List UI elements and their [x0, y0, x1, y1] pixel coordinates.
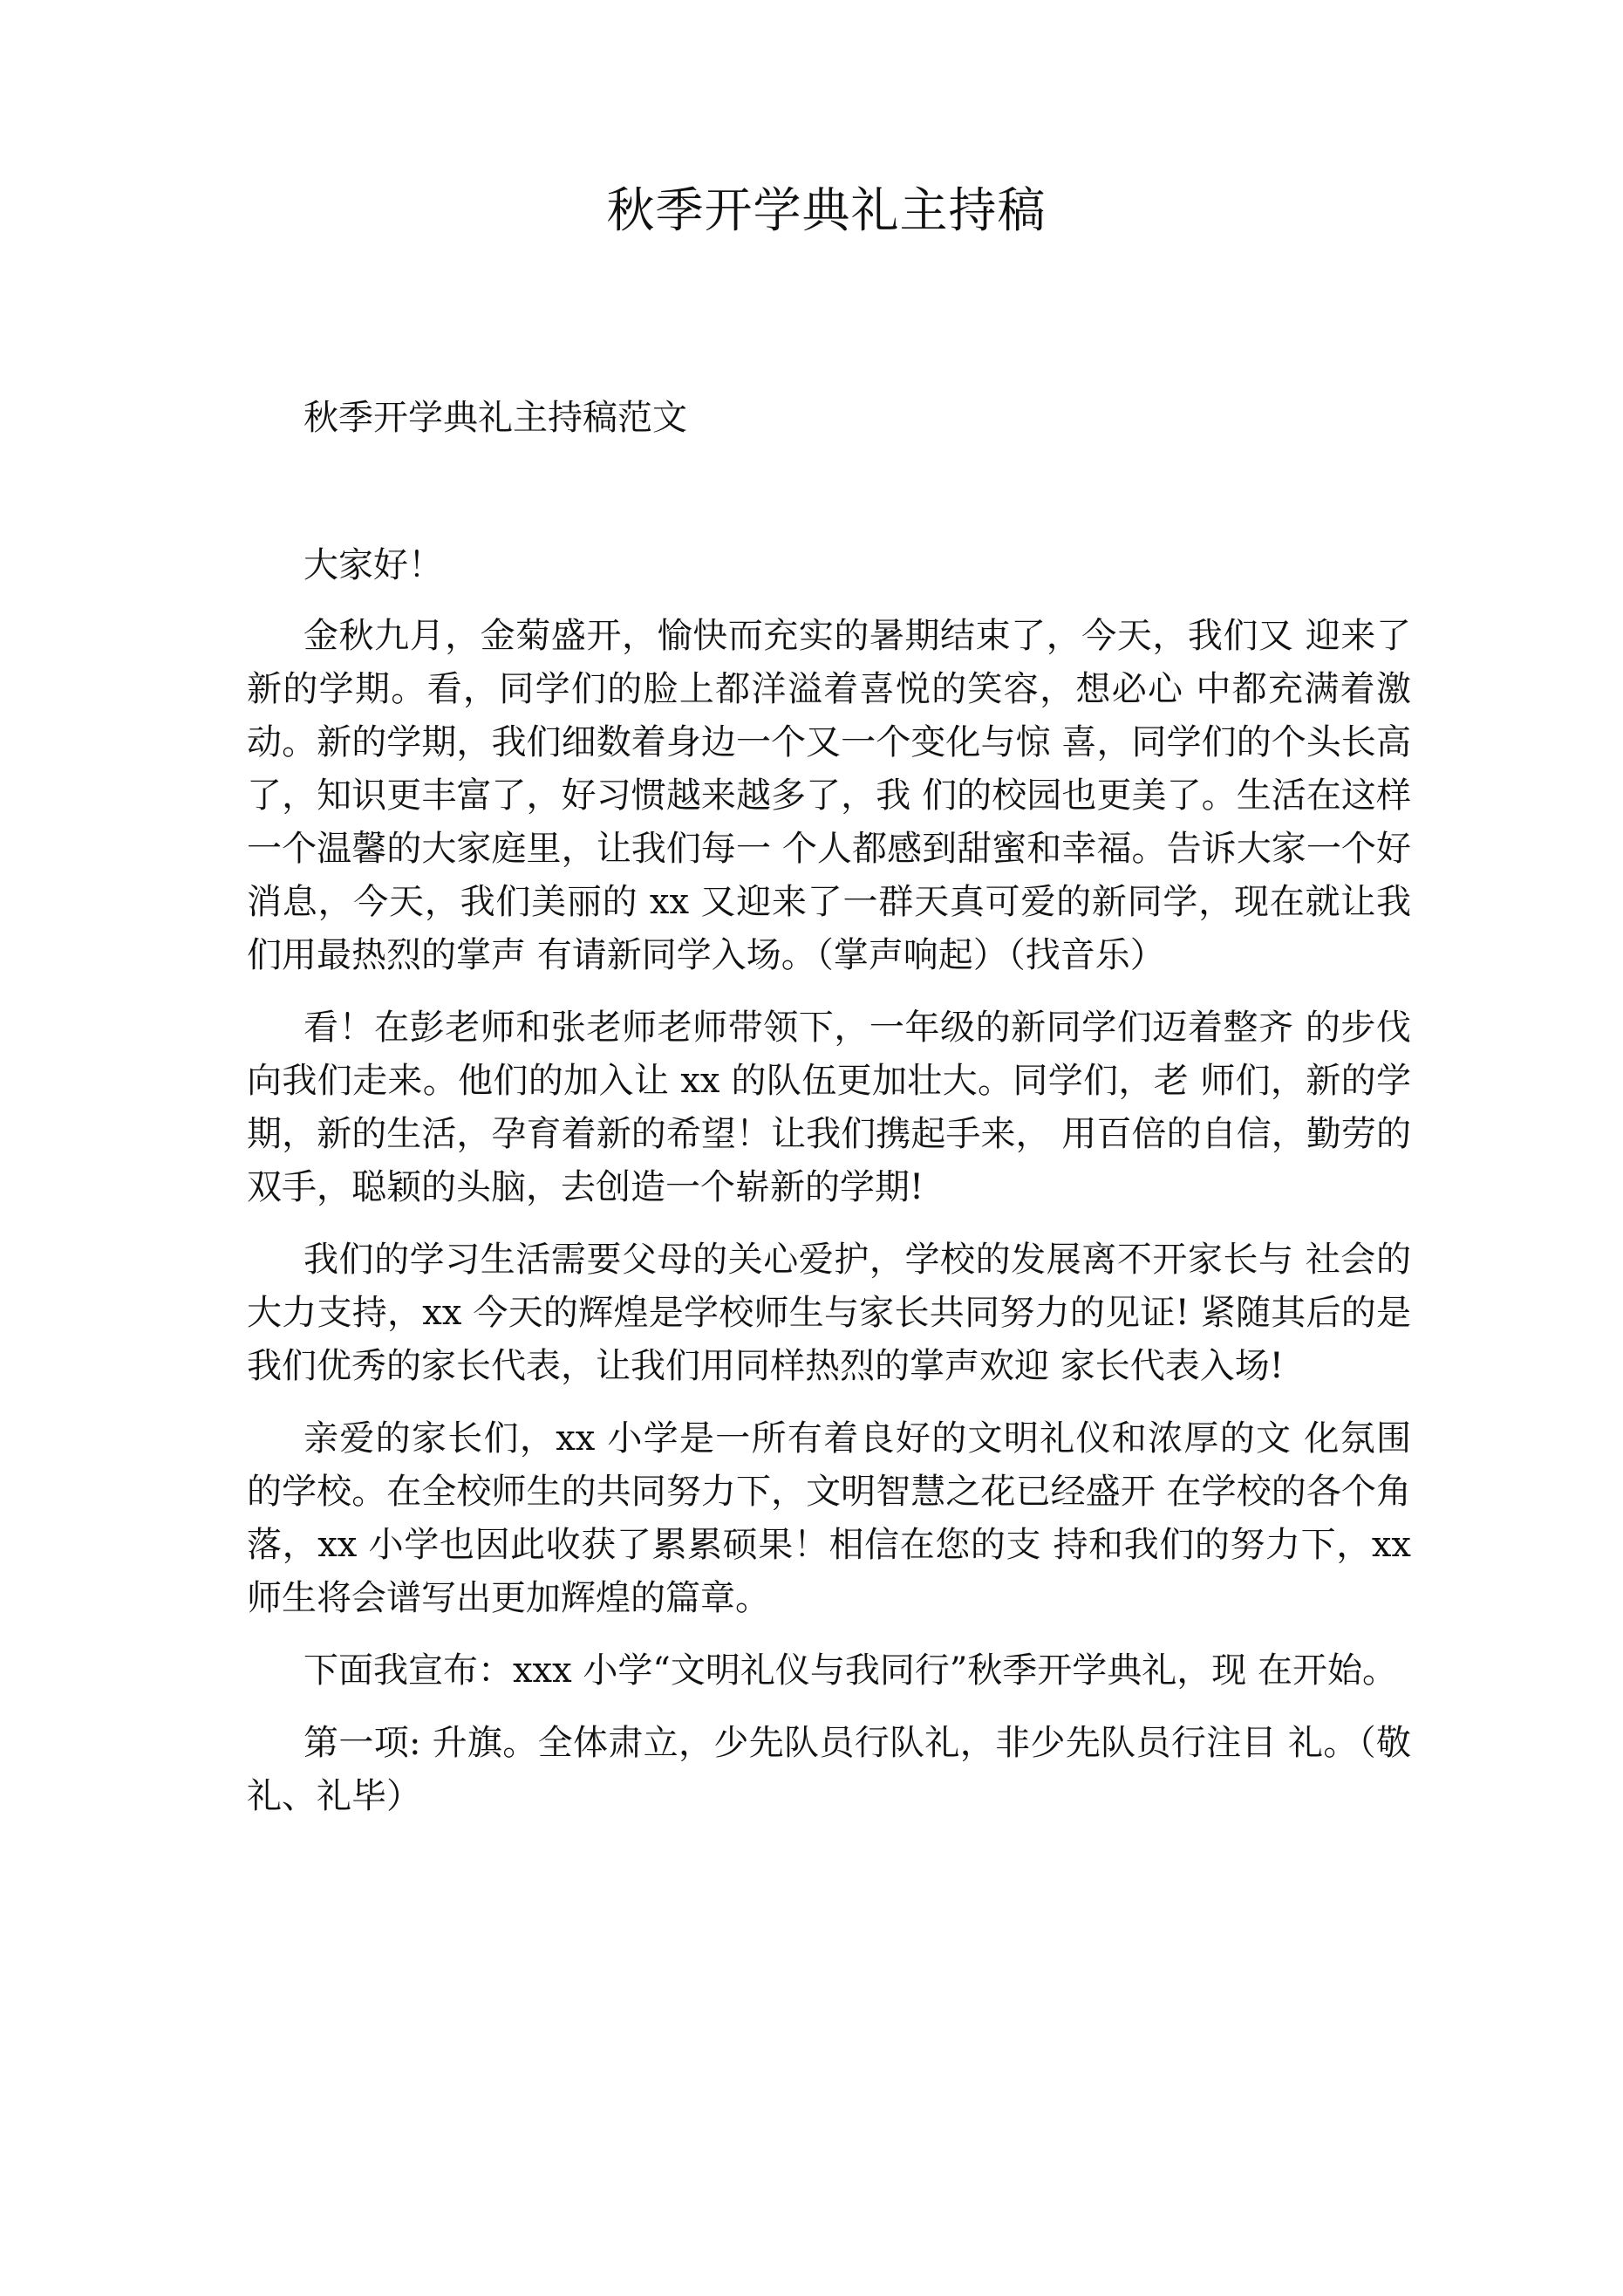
document-title: 秋季开学典礼主持稿 — [606, 182, 1047, 238]
paragraph-parents: 我们的学习生活需要父母的关心爱护，学校的发展离不开家长与 社会的大力支持，xx 今天的辉煌是学校师生与家长共同努力的见证! 紧随其后的是我们优秀的家长代表，让我们用同样热烈的掌声欢迎 家长代表入场! — [247, 1240, 1411, 1386]
paragraph-new-students: 看！在彭老师和张老师老师带领下，一年级的新同学们迈着整齐 的步伐向我们走来。他们的加入让 xx 的队伍更加壮大。同学们，老 师们，新的学期，新的生活，孕育着新的希望！让我们携起手来， 用百倍的自信，勤劳的双手，聪颖的头脑，去创造一个崭新的学期! — [247, 1008, 1411, 1207]
document-subtitle: 秋季开学典礼主持稿范文 — [303, 398, 687, 438]
document-body — [247, 539, 1411, 1842]
paragraph-greeting: 大家好！ — [303, 545, 443, 585]
paragraph-opening: 金秋九月，金菊盛开，愉快而充实的暑期结束了，今天，我们又 迎来了新的学期。看，同学们的脸上都洋溢着喜悦的笑容，想必心 中都充满着激动。新的学期，我们细数着身边一个又一个变化与惊 喜，同学们的个头长高了，知识更丰富了，好习惯越来越多了，我 们的校园也更美了。生活在这样一个温馨的大家庭里，让我们每一 个人都感到甜蜜和幸福。告诉大家一个好消息，今天，我们美丽的 xx 又迎来了一群天真可爱的新同学，现在就让我们用最热烈的掌声 有请新同学入场。（掌声响起）（找音乐） — [247, 616, 1411, 975]
paragraph-flag-raising: 第一项: 升旗。全体肃立，少先队员行队礼，非少先队员行注目 礼。（敬礼、礼毕） — [247, 1723, 1411, 1816]
paragraph-school: 亲爱的家长们，xx 小学是一所有着良好的文明礼仪和浓厚的文 化氛围的学校。在全校师生的共同努力下，文明智慧之花已经盛开 在学校的各个角落，xx 小学也因此收获了累累硕果！相信在您的支 持和我们的努力下，xx 师生将会谱写出更加辉煌的篇章。 — [247, 1418, 1411, 1618]
paragraph-announcement: 下面我宣布：xxx 小学“文明礼仪与我同行”秋季开学典礼，现 在开始。 — [303, 1650, 1398, 1691]
